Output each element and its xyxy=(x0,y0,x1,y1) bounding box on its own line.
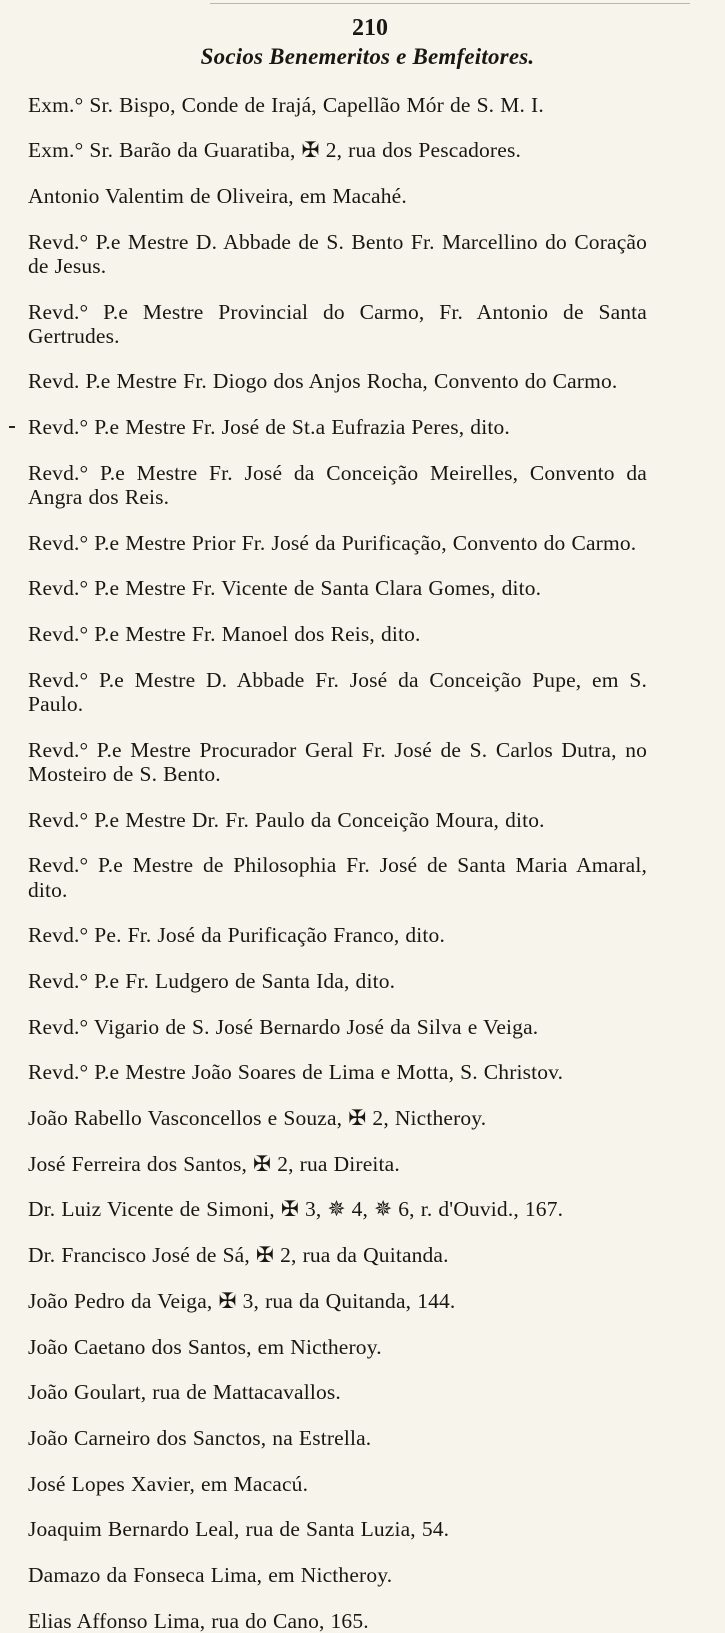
entry-text: Elias Affonso Lima, rua do Cano, 165. xyxy=(28,1609,369,1633)
list-entry xyxy=(28,461,647,509)
list-entry xyxy=(28,1609,647,1633)
list-entry xyxy=(28,93,647,117)
entry-text: Damazo da Fonseca Lima, em Nictheroy. xyxy=(28,1563,392,1587)
list-entry xyxy=(28,1197,647,1221)
list-entry xyxy=(28,300,647,348)
list-entry xyxy=(28,1517,647,1541)
list-entry xyxy=(28,415,647,439)
list-entry xyxy=(28,622,647,646)
section-title: Socios Benemeritos e Bemfeitores. xyxy=(88,43,647,71)
list-entry xyxy=(28,1289,647,1313)
page-number: 210 xyxy=(93,14,647,42)
member-list xyxy=(28,93,647,1633)
list-entry xyxy=(28,1426,647,1450)
list-entry xyxy=(28,576,647,600)
list-entry xyxy=(28,1015,647,1039)
entry-text: João Goulart, rua de Mattacavallos. xyxy=(28,1380,341,1404)
list-entry xyxy=(28,853,647,901)
list-entry xyxy=(28,1152,647,1176)
entry-text: Revd.° P.e Mestre Prior Fr. José da Purificação, Convento do Carmo. xyxy=(28,531,636,555)
list-entry xyxy=(28,230,647,278)
list-entry xyxy=(28,1563,647,1587)
entry-text: João Pedro da Veiga, ✠ 3, rua da Quitanda, 144. xyxy=(28,1289,455,1313)
list-entry xyxy=(28,1472,647,1496)
entry-text: Revd.° P.e Mestre D. Abbade de S. Bento Fr. Marcellino do Coração de Jesus. xyxy=(28,230,647,278)
entry-text: Revd.° P.e Mestre Dr. Fr. Paulo da Conceição Moura, dito. xyxy=(28,808,545,832)
list-entry xyxy=(28,138,647,162)
list-entry xyxy=(28,1106,647,1130)
list-entry xyxy=(28,1243,647,1267)
entry-text: Revd.° P.e Mestre Fr. Manoel dos Reis, dito. xyxy=(28,622,421,646)
entry-text: João Caetano dos Santos, em Nictheroy. xyxy=(28,1335,382,1359)
top-rule xyxy=(210,3,690,4)
list-entry xyxy=(28,1380,647,1404)
list-entry xyxy=(28,738,647,786)
list-entry xyxy=(28,1060,647,1084)
entry-text: Revd.° P.e Mestre Provincial do Carmo, Fr. Antonio de Santa Gertrudes. xyxy=(28,300,647,348)
entry-text: Revd.° P.e Mestre Fr. José da Conceição Meirelles, Convento da Angra dos Reis. xyxy=(28,461,647,509)
entry-text: Exm.° Sr. Barão da Guaratiba, ✠ 2, rua dos Pescadores. xyxy=(28,138,521,162)
list-entry xyxy=(28,369,647,393)
entry-text: Revd.° P.e Mestre Fr. Vicente de Santa Clara Gomes, dito. xyxy=(28,576,541,600)
entry-text: Revd.° P.e Mestre Fr. José de St.a Eufrazia Peres, dito. xyxy=(28,415,510,439)
entry-text: José Lopes Xavier, em Macacú. xyxy=(28,1472,308,1496)
entry-text: Revd.° P.e Mestre de Philosophia Fr. José de Santa Maria Amaral, dito. xyxy=(28,853,647,901)
entry-text: Revd. P.e Mestre Fr. Diogo dos Anjos Rocha, Convento do Carmo. xyxy=(28,369,617,393)
margin-mark xyxy=(9,426,15,428)
entry-text: Revd.° P.e Fr. Ludgero de Santa Ida, dito. xyxy=(28,969,395,993)
entry-text: José Ferreira dos Santos, ✠ 2, rua Direita. xyxy=(28,1152,400,1176)
entry-text: Revd.° Vigario de S. José Bernardo José da Silva e Veiga. xyxy=(28,1015,538,1039)
entry-text: Revd.° P.e Mestre Procurador Geral Fr. José de S. Carlos Dutra, no Mosteiro de S. Bento. xyxy=(28,738,647,786)
entry-text: Revd.° P.e Mestre João Soares de Lima e Motta, S. Christov. xyxy=(28,1060,563,1084)
list-entry xyxy=(28,668,647,716)
list-entry xyxy=(28,808,647,832)
entry-text: Antonio Valentim de Oliveira, em Macahé. xyxy=(28,184,407,208)
entry-text: Dr. Luiz Vicente de Simoni, ✠ 3, ✵ 4, ✵ 6, r. d'Ouvid., 167. xyxy=(28,1197,563,1221)
entry-text: João Carneiro dos Sanctos, na Estrella. xyxy=(28,1426,371,1450)
entry-text: João Rabello Vasconcellos e Souza, ✠ 2, Nictheroy. xyxy=(28,1106,486,1130)
list-entry xyxy=(28,184,647,208)
entry-text: Exm.° Sr. Bispo, Conde de Irajá, Capellão Mór de S. M. I. xyxy=(28,93,544,117)
list-entry xyxy=(28,531,647,555)
entry-text: Dr. Francisco José de Sá, ✠ 2, rua da Quitanda. xyxy=(28,1243,449,1267)
list-entry xyxy=(28,1335,647,1359)
list-entry xyxy=(28,969,647,993)
entry-text: Revd.° Pe. Fr. José da Purificação Franco, dito. xyxy=(28,923,445,947)
list-entry xyxy=(28,923,647,947)
entry-text: Revd.° P.e Mestre D. Abbade Fr. José da Conceição Pupe, em S. Paulo. xyxy=(28,668,647,716)
entry-text: Joaquim Bernardo Leal, rua de Santa Luzia, 54. xyxy=(28,1517,449,1541)
